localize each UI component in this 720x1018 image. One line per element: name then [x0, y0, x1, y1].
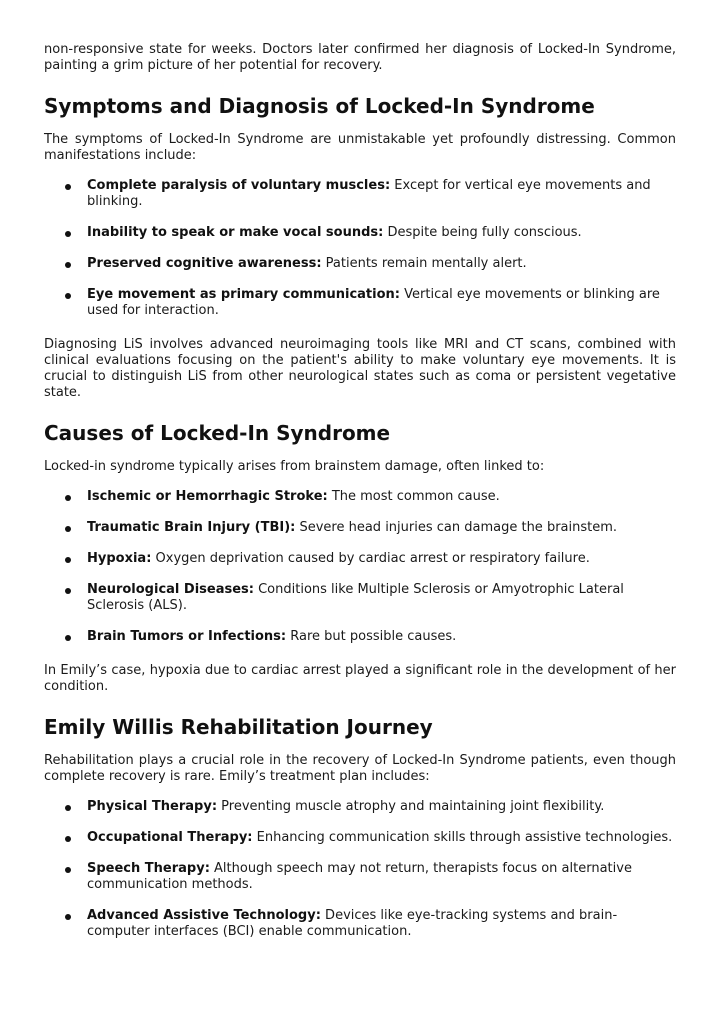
list-item-text: Conditions like Multiple Sclerosis or Amyotrophic Lateral Sclerosis (ALS).	[87, 582, 624, 613]
list-item-term: Advanced Assistive Technology:	[87, 908, 321, 923]
list-item-term: Occupational Therapy:	[87, 830, 253, 845]
list-item	[44, 287, 676, 319]
section-lead-paragraph: Locked-in syndrome typically arises from brainstem damage, often linked to:	[44, 459, 545, 474]
section-outro-paragraph: Diagnosing LiS involves advanced neuroimaging tools like MRI and CT scans, combined with clinical evaluations focusing on the patient's ability to make voluntary eye movements. It is crucial to distinguish LiS from other neurological states such as coma or persistent vegetative state.	[44, 337, 676, 400]
bullet-icon	[65, 262, 71, 268]
list-item-text: Severe head injuries can damage the brainstem.	[295, 520, 618, 535]
bullet-icon	[65, 836, 71, 842]
bullet-icon	[65, 805, 71, 811]
list-item-text: The most common cause.	[327, 489, 500, 504]
bullet-icon	[65, 914, 71, 920]
list-item-term: Inability to speak or make vocal sounds:	[87, 225, 384, 240]
list-item-term: Preserved cognitive awareness:	[87, 256, 322, 271]
section-lead-paragraph: Rehabilitation plays a crucial role in the recovery of Locked-In Syndrome patients, even though complete recovery is rare. Emily’s treatment plan includes:	[44, 753, 676, 784]
list-item-text: Vertical eye movements or blinking are used for interaction.	[87, 287, 660, 318]
section-heading: Emily Willis Rehabilitation Journey	[44, 715, 433, 739]
list-item-term: Speech Therapy:	[87, 861, 210, 876]
bullet-icon	[65, 293, 71, 299]
section-symptoms-diagnosis	[44, 94, 676, 401]
section-causes	[44, 421, 676, 695]
list-item-term: Physical Therapy:	[87, 799, 218, 814]
list-item	[44, 582, 676, 614]
list-item	[44, 489, 676, 505]
section-heading: Causes of Locked-In Syndrome	[44, 421, 391, 445]
bullet-icon	[65, 231, 71, 237]
list-item-text: Oxygen deprivation caused by cardiac arrest or respiratory failure.	[151, 551, 590, 566]
list-item-text: Devices like eye-tracking systems and brain-computer interfaces (BCI) enable communication.	[87, 908, 618, 939]
list-item	[44, 520, 676, 536]
list-item	[44, 799, 676, 815]
causes-list	[44, 489, 676, 645]
document-page	[44, 42, 676, 940]
list-item-term: Ischemic or Hemorrhagic Stroke:	[87, 489, 328, 504]
list-item-text: Rare but possible causes.	[286, 629, 457, 644]
list-item-text: Preventing muscle atrophy and maintaining joint flexibility.	[217, 799, 605, 814]
bullet-icon	[65, 184, 71, 190]
list-item-text: Despite being fully conscious.	[383, 225, 582, 240]
intro-paragraph: non-responsive state for weeks. Doctors later confirmed her diagnosis of Locked-In Syndrome, painting a grim picture of her potential for recovery.	[44, 42, 676, 73]
list-item	[44, 551, 676, 567]
list-item	[44, 629, 676, 645]
list-item	[44, 908, 676, 940]
list-item	[44, 830, 676, 846]
list-item-term: Neurological Diseases:	[87, 582, 254, 597]
section-lead-paragraph: The symptoms of Locked-In Syndrome are unmistakable yet profoundly distressing. Common manifestations include:	[44, 132, 676, 163]
list-item-term: Hypoxia:	[87, 551, 152, 566]
list-item-text: Patients remain mentally alert.	[321, 256, 527, 271]
symptoms-list	[44, 178, 676, 319]
bullet-icon	[65, 867, 71, 873]
bullet-icon	[65, 635, 71, 641]
section-heading: Symptoms and Diagnosis of Locked-In Syndrome	[44, 94, 595, 118]
section-outro-paragraph: In Emily’s case, hypoxia due to cardiac arrest played a significant role in the development of her condition.	[44, 663, 676, 694]
bullet-icon	[65, 588, 71, 594]
list-item	[44, 178, 676, 210]
bullet-icon	[65, 557, 71, 563]
list-item-term: Complete paralysis of voluntary muscles:	[87, 178, 391, 193]
bullet-icon	[65, 526, 71, 532]
list-item	[44, 256, 676, 272]
bullet-icon	[65, 495, 71, 501]
list-item-term: Eye movement as primary communication:	[87, 287, 400, 302]
list-item-text: Although speech may not return, therapists focus on alternative communication methods.	[87, 861, 632, 892]
list-item-text: Except for vertical eye movements and blinking.	[87, 178, 651, 209]
section-rehabilitation	[44, 715, 676, 940]
rehabilitation-list	[44, 799, 676, 940]
list-item	[44, 225, 676, 241]
list-item	[44, 861, 676, 893]
list-item-text: Enhancing communication skills through assistive technologies.	[252, 830, 673, 845]
list-item-term: Brain Tumors or Infections:	[87, 629, 287, 644]
list-item-term: Traumatic Brain Injury (TBI):	[87, 520, 296, 535]
